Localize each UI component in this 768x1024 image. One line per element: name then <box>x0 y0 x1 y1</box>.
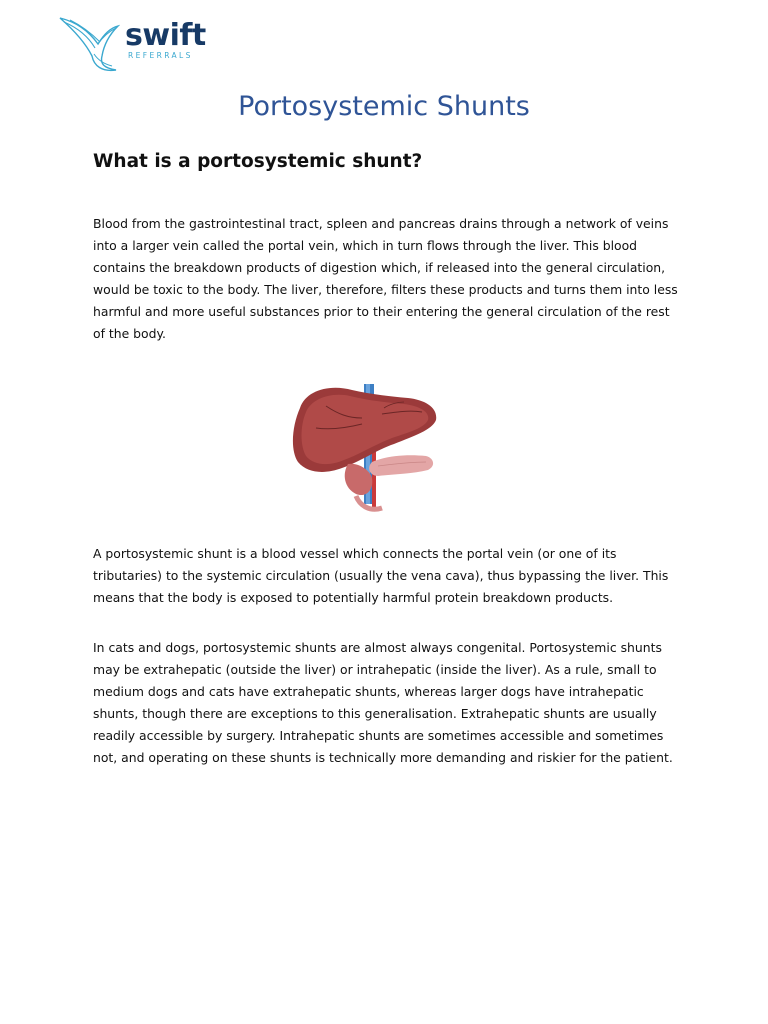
liver-illustration <box>286 378 446 518</box>
paragraph-intro: Blood from the gastrointestinal tract, spleen and pancreas drains through a network of veins into a larger vein called the portal vein, which in turn flows through the liver. This blood contains the breakdown products of digestion which, if released into the general circulation, would be toxic to the body. The liver, therefore, filters these products and turns them into less harmful and more useful substances prior to their entering the general circulation of the rest of the body. <box>93 216 678 341</box>
logo-tagline: REFERRALS <box>128 51 193 60</box>
page-title: Portosystemic Shunts <box>238 91 530 122</box>
paragraph-definition: A portosystemic shunt is a blood vessel which connects the portal vein (or one of its tributaries) to the systemic circulation (usually the vena cava), thus bypassing the liver. This means that the body is exposed to potentially harmful protein breakdown products. <box>93 546 669 605</box>
logo-wordmark: swift <box>125 18 206 53</box>
swift-referrals-logo <box>58 16 228 74</box>
swift-bird-icon <box>58 16 120 72</box>
section-heading: What is a portosystemic shunt? <box>93 151 423 172</box>
paragraph-cats-dogs: In cats and dogs, portosystemic shunts are almost always congenital. Portosystemic shunts may be extrahepatic (outside the liver) or intrahepatic (inside the liver). As a rule, small to medium dogs and cats have extrahepatic shunts, whereas larger dogs have intrahepatic shunts, though there are exceptions to this generalisation. Extrahepatic shunts are usually readily accessible by surgery. Intrahepatic shunts are sometimes accessible and sometimes not, and operating on these shunts is technically more demanding and riskier for the patient. <box>93 640 673 765</box>
